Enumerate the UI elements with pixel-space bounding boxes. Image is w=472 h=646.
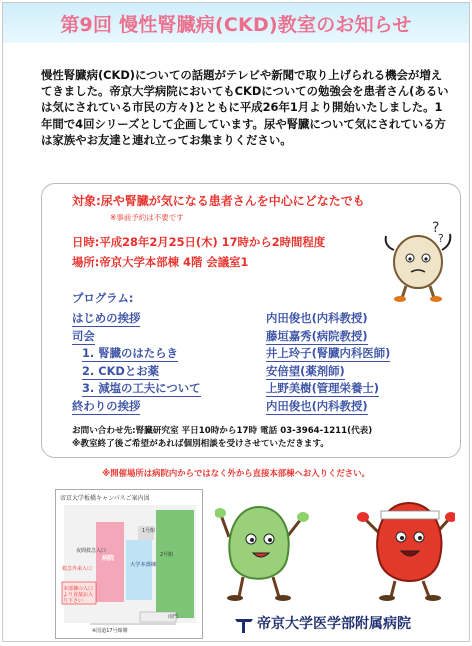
- program-speaker: 藤垣嘉秀(病院教授): [266, 328, 368, 343]
- page-title: 第9回 慢性腎臓病(CKD)教室のお知らせ: [60, 14, 412, 36]
- program-speaker: 安倍望(薬剤師): [266, 363, 345, 378]
- program-speaker: 内田俊也(内科教授): [266, 311, 368, 325]
- program-heading: プログラム:: [72, 291, 134, 305]
- map-label-night-entrance: 夜間救急入口: [76, 548, 107, 554]
- event-place: 場所:帝京大学本部棟 4階 会議室1: [72, 255, 249, 269]
- program-speaker: 上野美樹(管理栄養士): [266, 381, 379, 395]
- flyer-page: [2, 2, 470, 642]
- hospital-name: 帝京大学医学部附属病院: [257, 616, 411, 632]
- map-label-hospital: 病院: [102, 555, 115, 562]
- svg-text:?: ?: [432, 220, 440, 236]
- program-title: 終わりの挨拶: [72, 398, 141, 413]
- map-label-direct-entry: 本部棟の入口より直接お入り下さい: [63, 586, 94, 604]
- program-title: 1. 腎臓のはたらき: [82, 346, 178, 360]
- map-label-honbu: 大学本部棟: [130, 562, 156, 568]
- program-speaker: 内田俊也(内科教授): [266, 398, 368, 413]
- program-row: [72, 399, 396, 417]
- campus-map: [55, 489, 203, 639]
- teikyo-logo-icon: [233, 613, 255, 635]
- map-label-building2: 2号館: [160, 552, 174, 558]
- event-details-panel: [41, 183, 461, 458]
- map-label-er-entrance: 救急外来入口: [62, 566, 93, 572]
- program-title: 司会: [72, 328, 95, 343]
- program-row: [72, 311, 396, 329]
- program-row: [72, 381, 396, 399]
- consultation-note: ※教室終了後ご希望があれば個別相談を受けさせていただきます。: [72, 439, 329, 449]
- program-row: [72, 346, 396, 364]
- venue-notice: ※開催場所は病院内からではなく外から直接本部棟へお入りください。: [102, 468, 370, 478]
- svg-text:?: ?: [438, 232, 444, 245]
- confused-kidney-mascot-icon: [380, 216, 456, 302]
- intro-paragraph: 慢性腎臓病(CKD)についての話題がテレビや新聞で取り上げられる機会が増えてきました。帝京大学病院においてもCKDについての勉強会を患者さん(あるいは気にされている市民の方々)とともに平成26年1月より開始いたしました。1年間で4回シリーズとして企画しています。尿や腎臓について気にされている方は家族やお友達と連れ立ってお集まりください。: [41, 68, 449, 147]
- program-speaker: 井上玲子(腎臓内科医師): [266, 346, 391, 360]
- event-date: 日時:平成28年2月25日(木) 17時から2時間程度: [72, 235, 326, 249]
- program-title: 2. CKDとお薬: [82, 363, 160, 378]
- map-title: 帝京大学板橋キャンパスご案内図: [60, 495, 150, 502]
- program-title: 3. 減塩の工夫について: [82, 381, 201, 395]
- program-list: [72, 311, 396, 416]
- event-target: 対象:尿や腎臓が気になる患者さんを中心にどなたでも: [72, 194, 365, 208]
- program-title: はじめの挨拶: [72, 311, 141, 325]
- reservation-note: ※事前予約は不要です: [110, 213, 184, 222]
- map-label-building1: 1号館: [142, 528, 156, 534]
- kidney-mascots-cheering-icon: [215, 497, 455, 607]
- map-label-route17: ※国道17号線側: [92, 628, 128, 634]
- contact-info: お問い合わせ先:腎臓研究室 平日10時から17時 電話 03-3964-1211(代表): [72, 426, 373, 436]
- program-row: [72, 364, 396, 382]
- program-row: [72, 329, 396, 347]
- map-label-south-gate: 南門: [168, 614, 179, 620]
